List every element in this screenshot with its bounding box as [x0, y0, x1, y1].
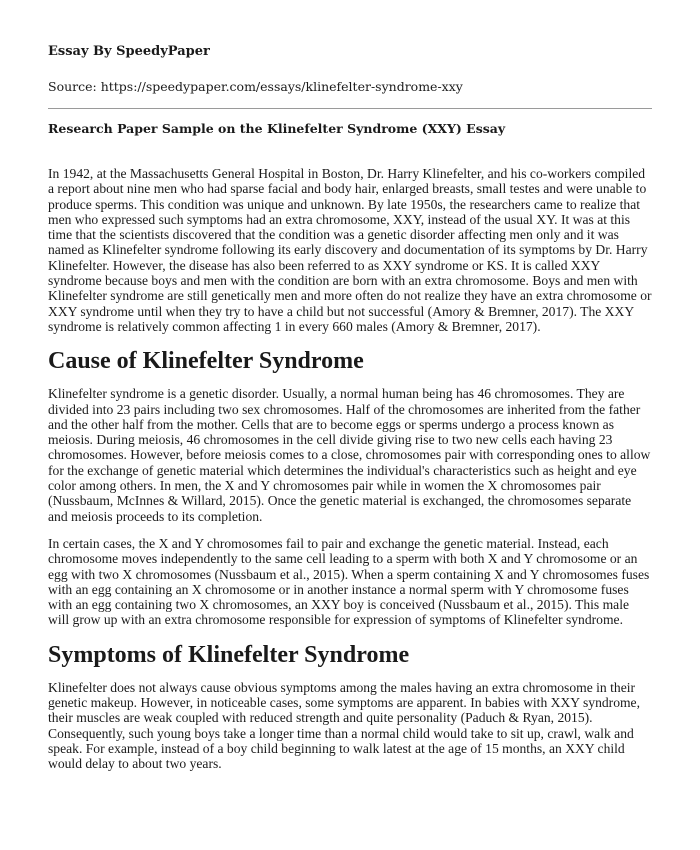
- section-heading-cause: Cause of Klinefelter Syndrome: [48, 348, 364, 375]
- document-header: [48, 0, 652, 94]
- brand-title: Essay By SpeedyPaper: [48, 44, 210, 59]
- header-divider: [48, 108, 652, 109]
- source-line: Source: https://speedypaper.com/essays/klinefelter-syndrome-xxy: [48, 79, 463, 94]
- document-title: Research Paper Sample on the Klinefelter Syndrome (XXY) Essay: [48, 121, 506, 136]
- cause-paragraph-1: Klinefelter syndrome is a genetic disorder. Usually, a normal human being has 46 chromosomes. They are divided into 23 pairs including two sex chromosomes. Half of the chromosomes are inherited from the father and the other half from the mother. Cells that are to become eggs or sperms undergo a process known as meiosis. During meiosis, 46 chromosomes in the cell divide giving rise to two new cells each having 23 chromosomes. However, before meiosis comes to a close, chromosomes pair with corresponding ones to allow for the exchange of genetic material which determines the individual's characteristics such as height and eye color among others. In men, the X and Y chromosomes pair while in women the X chromosomes pair (Nussbaum, McInnes & Willard, 2015). Once the genetic material is exchanged, the chromosomes separate and meiosis proceeds to its completion.: [48, 386, 651, 524]
- symptoms-paragraph-1: Klinefelter does not always cause obvious symptoms among the males having an extra chromosome in their genetic makeup. However, in noticeable cases, some symptoms are apparent. In babies with XXY syndrome, their muscles are weak coupled with reduced strength and quite personality (Paduch & Ryan, 2015). Consequently, such young boys take a longer time than a normal child would take to sit up, crawl, walk and speak. For example, instead of a boy child beginning to walk latest at the age of 15 months, an XXY child would delay to about two years.: [48, 679, 640, 772]
- cause-paragraph-2: In certain cases, the X and Y chromosomes fail to pair and exchange the genetic material. Instead, each chromosome moves independently to the same cell leading to a sperm with both X and Y chromosome or an egg with two X chromosomes (Nussbaum et al., 2015). When a sperm containing X and Y chromosomes fuses with an egg containing an X chromosome or in another instance a normal sperm with Y chromosome fuses with an egg containing two X chromosomes, an XXY boy is conceived (Nussbaum et al., 2015). This male will grow up with an extra chromosome responsible for expression of symptoms of Klinefelter syndrome.: [48, 535, 650, 628]
- intro-paragraph: In 1942, at the Massachusetts General Hospital in Boston, Dr. Harry Klinefelter, and his co-workers compiled a report about nine men who had sparse facial and body hair, enlarged breasts, small testes and were unable to produce sperms. This condition was unique and unknown. By late 1950s, the researchers came to realize that men who expressed such symptoms had an extra chromosome, XXY, instead of the usual XY. It was at this time that the scientists discovered that the condition was a genetic disorder affecting men only and it was named as Klinefelter syndrome following its early discovery and documentation of its symptoms by Dr. Harry Klinefelter. However, the disease has also been referred to as XXY syndrome or KS. It is called XXY syndrome because boys and men with the condition are born with an extra chromosome. Boys and men with Klinefelter syndrome are still genetically men and more often do not realize they have an extra chromosome or XXY syndrome until when they try to have a child but not successful (Amory & Bremner, 2017). The XXY syndrome is relatively common affecting 1 in every 660 males (Amory & Bremner, 2017).: [48, 166, 652, 334]
- section-heading-symptoms: Symptoms of Klinefelter Syndrome: [48, 641, 410, 668]
